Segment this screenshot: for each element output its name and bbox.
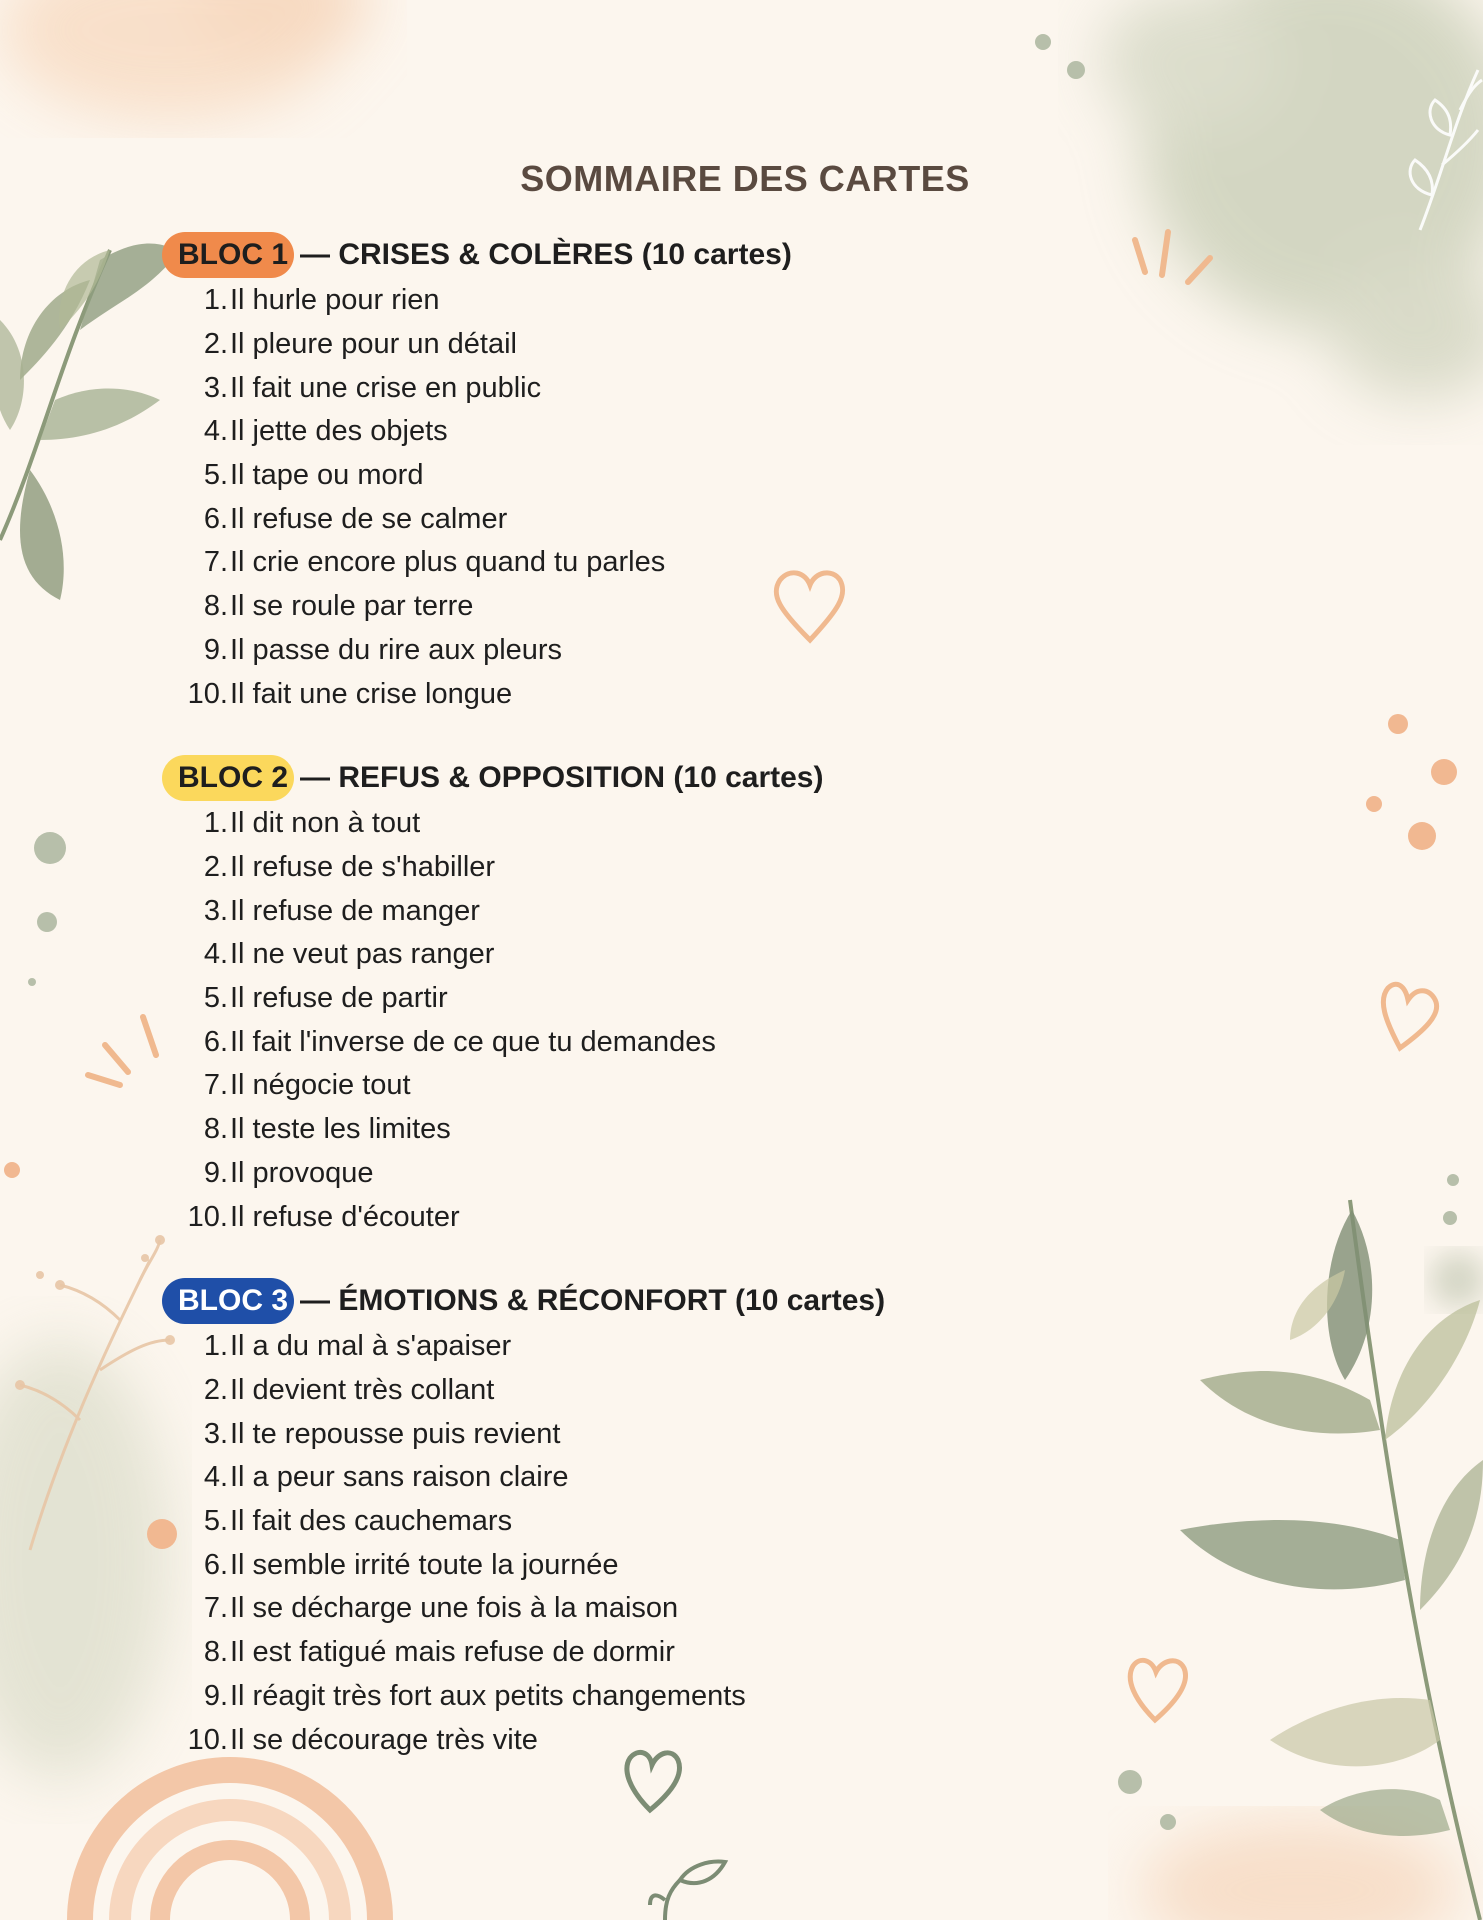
item-number: 6. xyxy=(203,502,228,535)
item-text: Il refuse de se calmer xyxy=(230,502,508,535)
bloc-title: — REFUS & OPPOSITION (10 cartes) xyxy=(300,761,824,794)
bloc-title: — ÉMOTIONS & RÉCONFORT (10 cartes) xyxy=(300,1284,886,1317)
page-title: SOMMAIRE DES CARTES xyxy=(520,158,970,199)
list-item xyxy=(162,1456,1062,1500)
item-text: Il ne veut pas ranger xyxy=(230,938,495,971)
item-number: 9. xyxy=(203,1679,228,1712)
item-number: 4. xyxy=(203,938,228,971)
item-number: 3. xyxy=(203,1417,228,1450)
list-item xyxy=(162,1543,1062,1587)
item-text: Il tape ou mord xyxy=(230,459,424,492)
list-item xyxy=(162,1500,1062,1544)
list-item xyxy=(162,802,1062,846)
item-number: 9. xyxy=(203,633,228,666)
item-number: 10. xyxy=(187,1723,228,1756)
item-text: Il fait une crise longue xyxy=(230,677,513,710)
bloc-badge: BLOC 1 xyxy=(162,232,294,278)
card-list xyxy=(162,1325,1062,1762)
item-number: 8. xyxy=(203,590,228,623)
list-item xyxy=(162,933,1062,977)
list-item xyxy=(162,279,1062,323)
list-item xyxy=(162,366,1062,410)
item-text: Il se décourage très vite xyxy=(230,1723,538,1756)
list-item xyxy=(162,454,1062,498)
item-text: Il passe du rire aux pleurs xyxy=(230,633,563,666)
item-text: Il refuse d'écouter xyxy=(230,1200,460,1233)
item-number: 10. xyxy=(187,677,228,710)
item-number: 9. xyxy=(203,1156,228,1189)
list-item xyxy=(162,1020,1062,1064)
list-item xyxy=(162,497,1062,541)
item-number: 1. xyxy=(203,1330,228,1363)
item-number: 2. xyxy=(203,328,228,361)
list-item xyxy=(162,1064,1062,1108)
list-item xyxy=(162,1325,1062,1369)
item-number: 8. xyxy=(203,1113,228,1146)
item-text: Il pleure pour un détail xyxy=(230,328,517,361)
item-number: 4. xyxy=(203,415,228,448)
item-number: 3. xyxy=(203,371,228,404)
list-item xyxy=(162,1152,1062,1196)
item-text: Il crie encore plus quand tu parles xyxy=(230,546,666,579)
item-number: 7. xyxy=(203,1069,228,1102)
item-number: 4. xyxy=(203,1461,228,1494)
item-text: Il a peur sans raison claire xyxy=(230,1461,569,1494)
bloc-badge: BLOC 2 xyxy=(162,755,294,801)
list-item xyxy=(162,1195,1062,1239)
item-text: Il hurle pour rien xyxy=(230,284,440,317)
item-number: 8. xyxy=(203,1636,228,1669)
bloc-header xyxy=(162,1277,1062,1325)
list-item xyxy=(162,889,1062,933)
item-number: 7. xyxy=(203,546,228,579)
list-item xyxy=(162,1412,1062,1456)
item-text: Il provoque xyxy=(230,1156,374,1189)
list-item xyxy=(162,1675,1062,1719)
bloc-header xyxy=(162,754,1062,802)
bloc-2 xyxy=(162,754,1062,1239)
list-item xyxy=(162,1108,1062,1152)
item-text: Il fait l'inverse de ce que tu demandes xyxy=(230,1025,716,1058)
list-item xyxy=(162,1718,1062,1762)
item-text: Il te repousse puis revient xyxy=(230,1417,561,1450)
item-number: 7. xyxy=(203,1592,228,1625)
list-item xyxy=(162,1587,1062,1631)
bloc-title: — CRISES & COLÈRES (10 cartes) xyxy=(300,238,792,271)
item-text: Il devient très collant xyxy=(230,1374,495,1407)
item-text: Il jette des objets xyxy=(230,415,448,448)
bloc-1 xyxy=(162,231,1062,716)
item-text: Il est fatigué mais refuse de dormir xyxy=(230,1636,675,1669)
item-number: 1. xyxy=(203,807,228,840)
item-text: Il refuse de s'habiller xyxy=(230,851,496,884)
list-item xyxy=(162,585,1062,629)
item-text: Il teste les limites xyxy=(230,1113,451,1146)
item-number: 2. xyxy=(203,1374,228,1407)
list-item xyxy=(162,410,1062,454)
item-text: Il réagit très fort aux petits changements xyxy=(230,1679,746,1712)
item-number: 2. xyxy=(203,851,228,884)
item-number: 10. xyxy=(187,1200,228,1233)
item-text: Il fait des cauchemars xyxy=(230,1505,513,1538)
item-text: Il semble irrité toute la journée xyxy=(230,1548,619,1581)
item-text: Il refuse de manger xyxy=(230,894,480,927)
list-item xyxy=(162,846,1062,890)
bloc-header xyxy=(162,231,1062,279)
item-number: 5. xyxy=(203,459,228,492)
item-number: 5. xyxy=(203,982,228,1015)
item-text: Il a du mal à s'apaiser xyxy=(230,1330,512,1363)
bloc-badge: BLOC 3 xyxy=(162,1278,294,1324)
card-list xyxy=(162,279,1062,716)
item-text: Il dit non à tout xyxy=(230,807,421,840)
item-text: Il négocie tout xyxy=(230,1069,411,1102)
list-item xyxy=(162,629,1062,673)
item-number: 1. xyxy=(203,284,228,317)
list-item xyxy=(162,977,1062,1021)
list-item xyxy=(162,1369,1062,1413)
item-text: Il se roule par terre xyxy=(230,590,474,623)
item-number: 5. xyxy=(203,1505,228,1538)
list-item xyxy=(162,323,1062,367)
list-item xyxy=(162,541,1062,585)
item-number: 6. xyxy=(203,1025,228,1058)
item-text: Il se décharge une fois à la maison xyxy=(230,1592,679,1625)
item-number: 6. xyxy=(203,1548,228,1581)
card-list xyxy=(162,802,1062,1239)
item-text: Il fait une crise en public xyxy=(230,371,542,404)
list-item xyxy=(162,1631,1062,1675)
list-item xyxy=(162,672,1062,716)
item-text: Il refuse de partir xyxy=(230,982,448,1015)
item-number: 3. xyxy=(203,894,228,927)
bloc-3 xyxy=(162,1277,1062,1762)
